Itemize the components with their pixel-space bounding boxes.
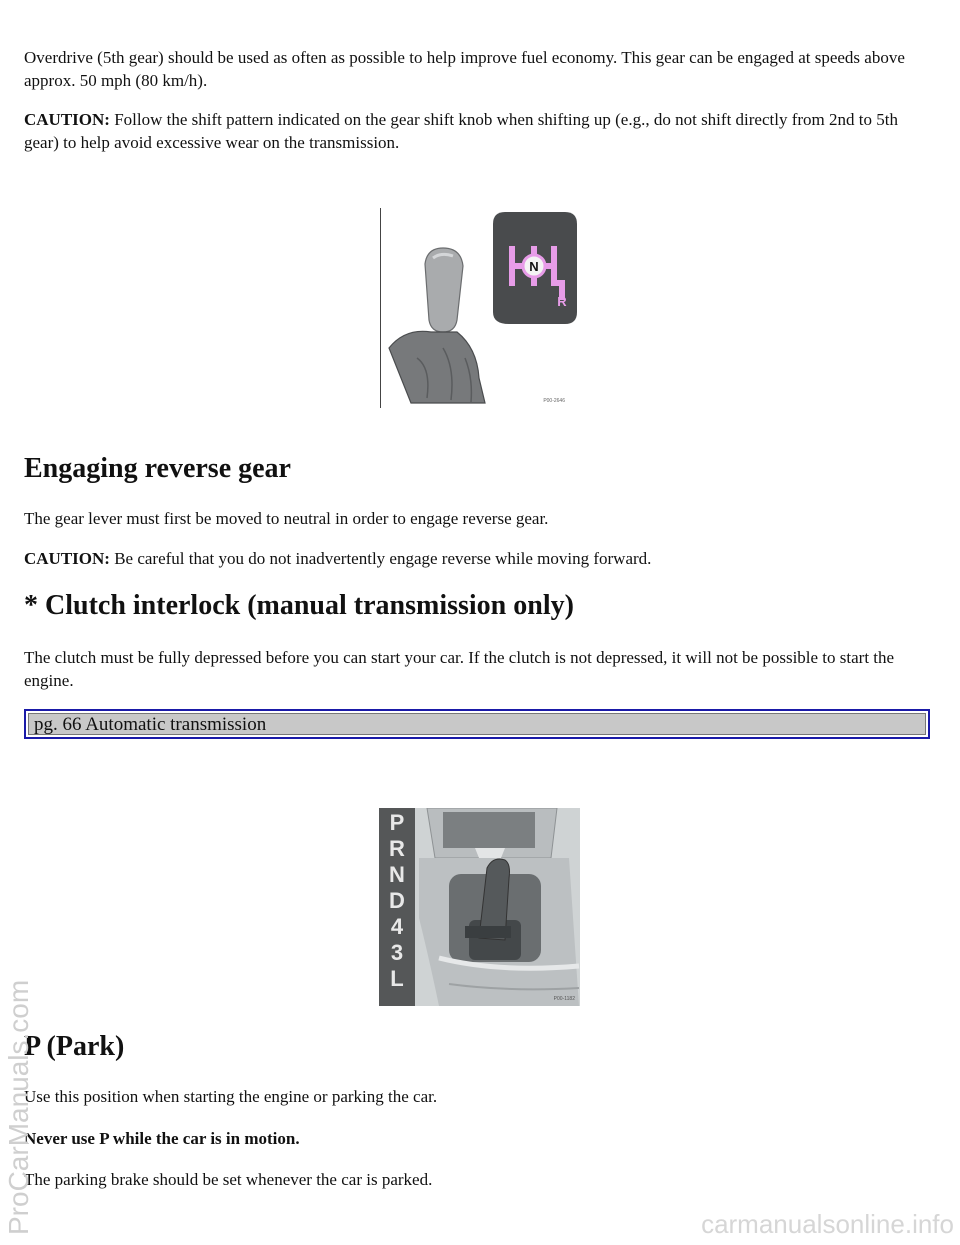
selector-position-P: P [389, 810, 405, 835]
heading-reverse-gear: Engaging reverse gear [24, 453, 291, 484]
heading-clutch-interlock: * Clutch interlock (manual transmission only) [24, 590, 574, 621]
selector-position-N: N [389, 862, 405, 887]
caution-shift-text: Follow the shift pattern indicated on the gear shift knob when shifting up (e.g., do not shift directly from 2nd to 5th gear) to help avoid excessive wear on the transmission. [24, 110, 898, 152]
selector-position-L: L [390, 966, 404, 991]
gate-reverse-label: R [557, 294, 567, 309]
park-warning [24, 1127, 300, 1150]
selector-position-R: R [389, 836, 405, 861]
side-watermark [0, 730, 38, 1240]
caution-label: CAUTION: [24, 110, 110, 129]
automatic-gear-selector-illustration [379, 808, 580, 1006]
gear-shift-illustration [380, 208, 581, 408]
page-link-label[interactable]: pg. 66 Automatic transmission [28, 713, 926, 735]
footer-watermark: carmanualsonline.info [701, 1209, 954, 1239]
parking-brake-paragraph: The parking brake should be set whenever the car is parked. [24, 1170, 433, 1189]
side-watermark-text: ProCarManuals.com [3, 979, 34, 1235]
reverse-paragraph: The gear lever must first be moved to neutral in order to engage reverse gear. [24, 509, 549, 528]
gear-shift-drawing [381, 208, 581, 408]
svg-text:P00-1182: P00-1182 [553, 996, 575, 1002]
selector-position-3: 3 [390, 940, 404, 965]
gate-neutral-label: N [529, 259, 539, 274]
park-paragraph: Use this position when starting the engine or parking the car. [24, 1087, 438, 1106]
svg-text:P00-2646: P00-2646 [543, 398, 565, 404]
caution-reverse-text: Be careful that you do not inadvertently engage reverse while moving forward. [109, 549, 652, 568]
page-link-automatic-transmission[interactable] [24, 709, 930, 739]
caution-shift-paragraph [24, 108, 924, 154]
caution-reverse-paragraph [24, 547, 651, 570]
selector-position-4: 4 [390, 914, 404, 939]
caution-label: CAUTION: [24, 549, 110, 568]
gear-selector-drawing [379, 808, 580, 1006]
clutch-paragraph: The clutch must be fully depressed before you can start your car. If the clutch is not depressed, it will not be possible to start the engine. [24, 648, 895, 690]
selector-position-D: D [389, 888, 405, 913]
park-warning-text: Never use P while the car is in motion. [24, 1129, 300, 1148]
heading-park: P (Park) [24, 1031, 125, 1062]
overdrive-paragraph: Overdrive (5th gear) should be used as often as possible to help improve fuel economy. This gear can be engaged at speeds above approx. 50 mph (80 km/h). [24, 48, 905, 90]
